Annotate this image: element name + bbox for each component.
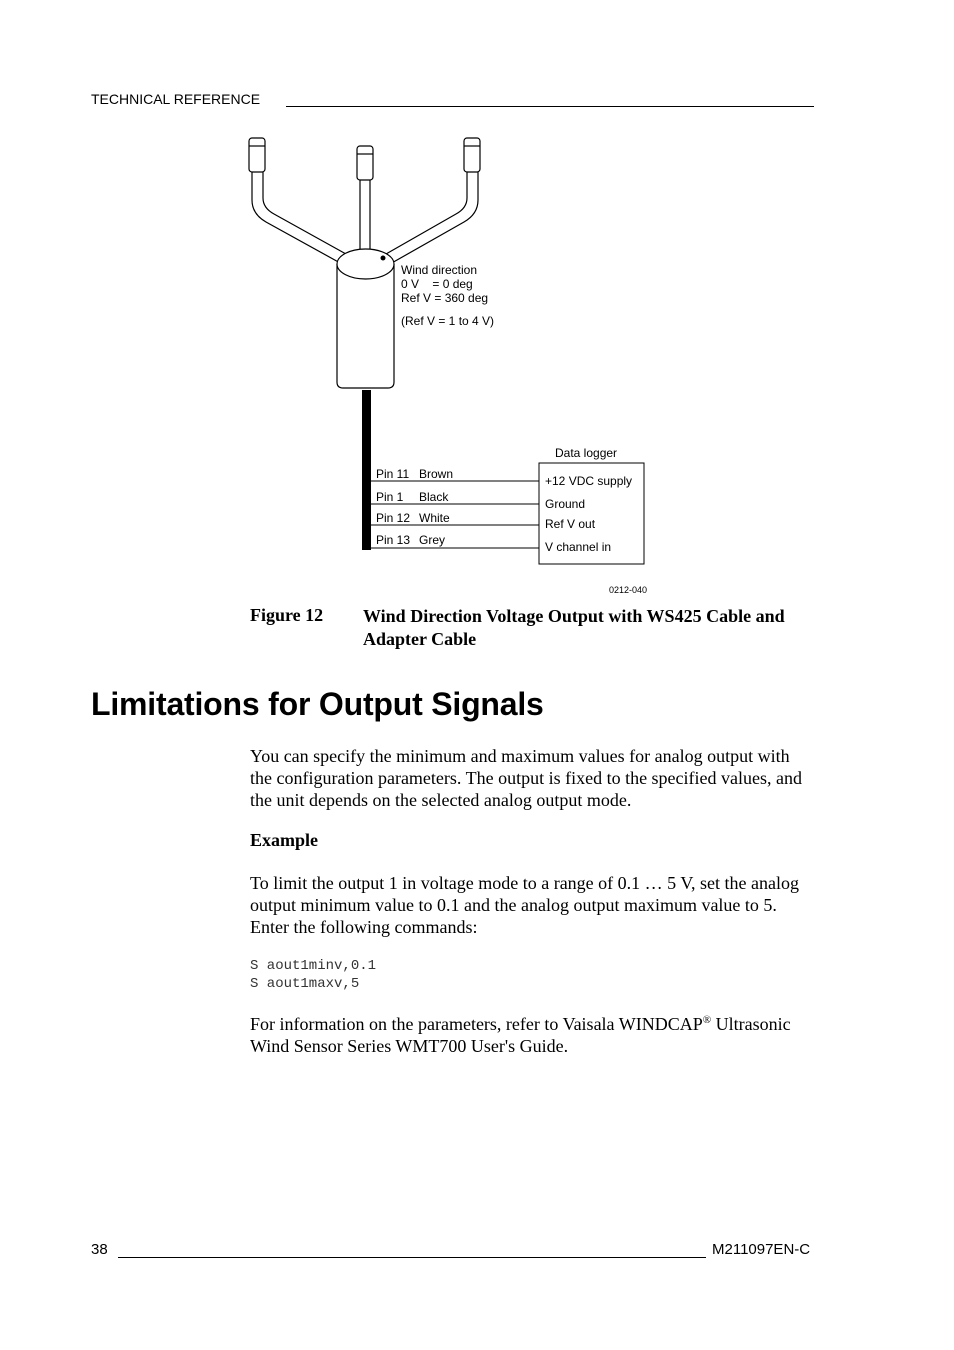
transducer-right: [464, 138, 480, 172]
pin-label: Pin 12: [376, 511, 411, 525]
logger-terminal-label: Ground: [545, 497, 586, 511]
running-header: TECHNICAL REFERENCE: [91, 91, 261, 107]
transducer-left: [249, 138, 265, 172]
command-line: S aout1minv,0.1: [250, 958, 377, 974]
example-heading: Example: [250, 830, 319, 850]
logger-terminal-label: V channel in: [545, 540, 612, 554]
wiring-diagram: [230, 128, 670, 598]
wind-direction-label: Wind direction: [401, 263, 478, 277]
header-rule: [286, 106, 814, 107]
figure-number: Figure 12: [250, 605, 324, 625]
page-number: 38: [91, 1241, 108, 1258]
section-heading: Limitations for Output Signals: [91, 686, 544, 722]
footer-rule: [118, 1257, 706, 1258]
logger-title: Data logger: [555, 446, 618, 460]
pin-label: Pin 1: [376, 490, 404, 504]
command-line: S aout1maxv,5: [250, 976, 360, 992]
ref-range-note: (Ref V = 1 to 4 V): [401, 314, 495, 328]
ref-volt-label: Ref V = 360 deg: [401, 291, 489, 305]
sensor-cable: [362, 390, 371, 550]
command-block: [250, 957, 376, 993]
logger-terminal-label: Ref V out: [545, 517, 596, 531]
wire-color-label: Grey: [419, 533, 446, 547]
intro-paragraph: You can specify the minimum and maximum values for analog output with the configuration parameters. The output is fixed to the specified values, and the unit depends on the selected analog output mode.: [250, 746, 802, 810]
document-code: M211097EN-C: [712, 1241, 811, 1258]
transducer-center: [357, 146, 373, 180]
wire-color-label: Black: [419, 490, 449, 504]
figure-caption: Wind Direction Voltage Output with WS425 Cable and Adapter Cable: [363, 606, 785, 649]
wire-color-label: White: [419, 511, 450, 525]
reference-text: For information on the parameters, refer to Vaisala WINDCAP: [250, 1014, 703, 1034]
sensor-body: [337, 249, 394, 388]
reference-text-end: Ultrasonic Wind Sensor Series WMT700 User's Guide.: [250, 1014, 791, 1056]
zero-volt-label: 0 V = 0 deg: [401, 277, 473, 291]
figure-code: 0212-040: [609, 585, 648, 595]
logger-terminal-label: +12 VDC supply: [545, 474, 633, 488]
pin-label: Pin 13: [376, 533, 411, 547]
pin-label: Pin 11: [376, 467, 410, 481]
wire-color-label: Brown: [419, 467, 454, 481]
reference-paragraph: [250, 1013, 810, 1057]
registered-mark: ®: [702, 1014, 712, 1026]
example-paragraph: To limit the output 1 in voltage mode to a range of 0.1 … 5 V, set the analog output minimum value to 0.1 and the analog output maximum value to 5. Enter the following commands:: [250, 873, 799, 937]
